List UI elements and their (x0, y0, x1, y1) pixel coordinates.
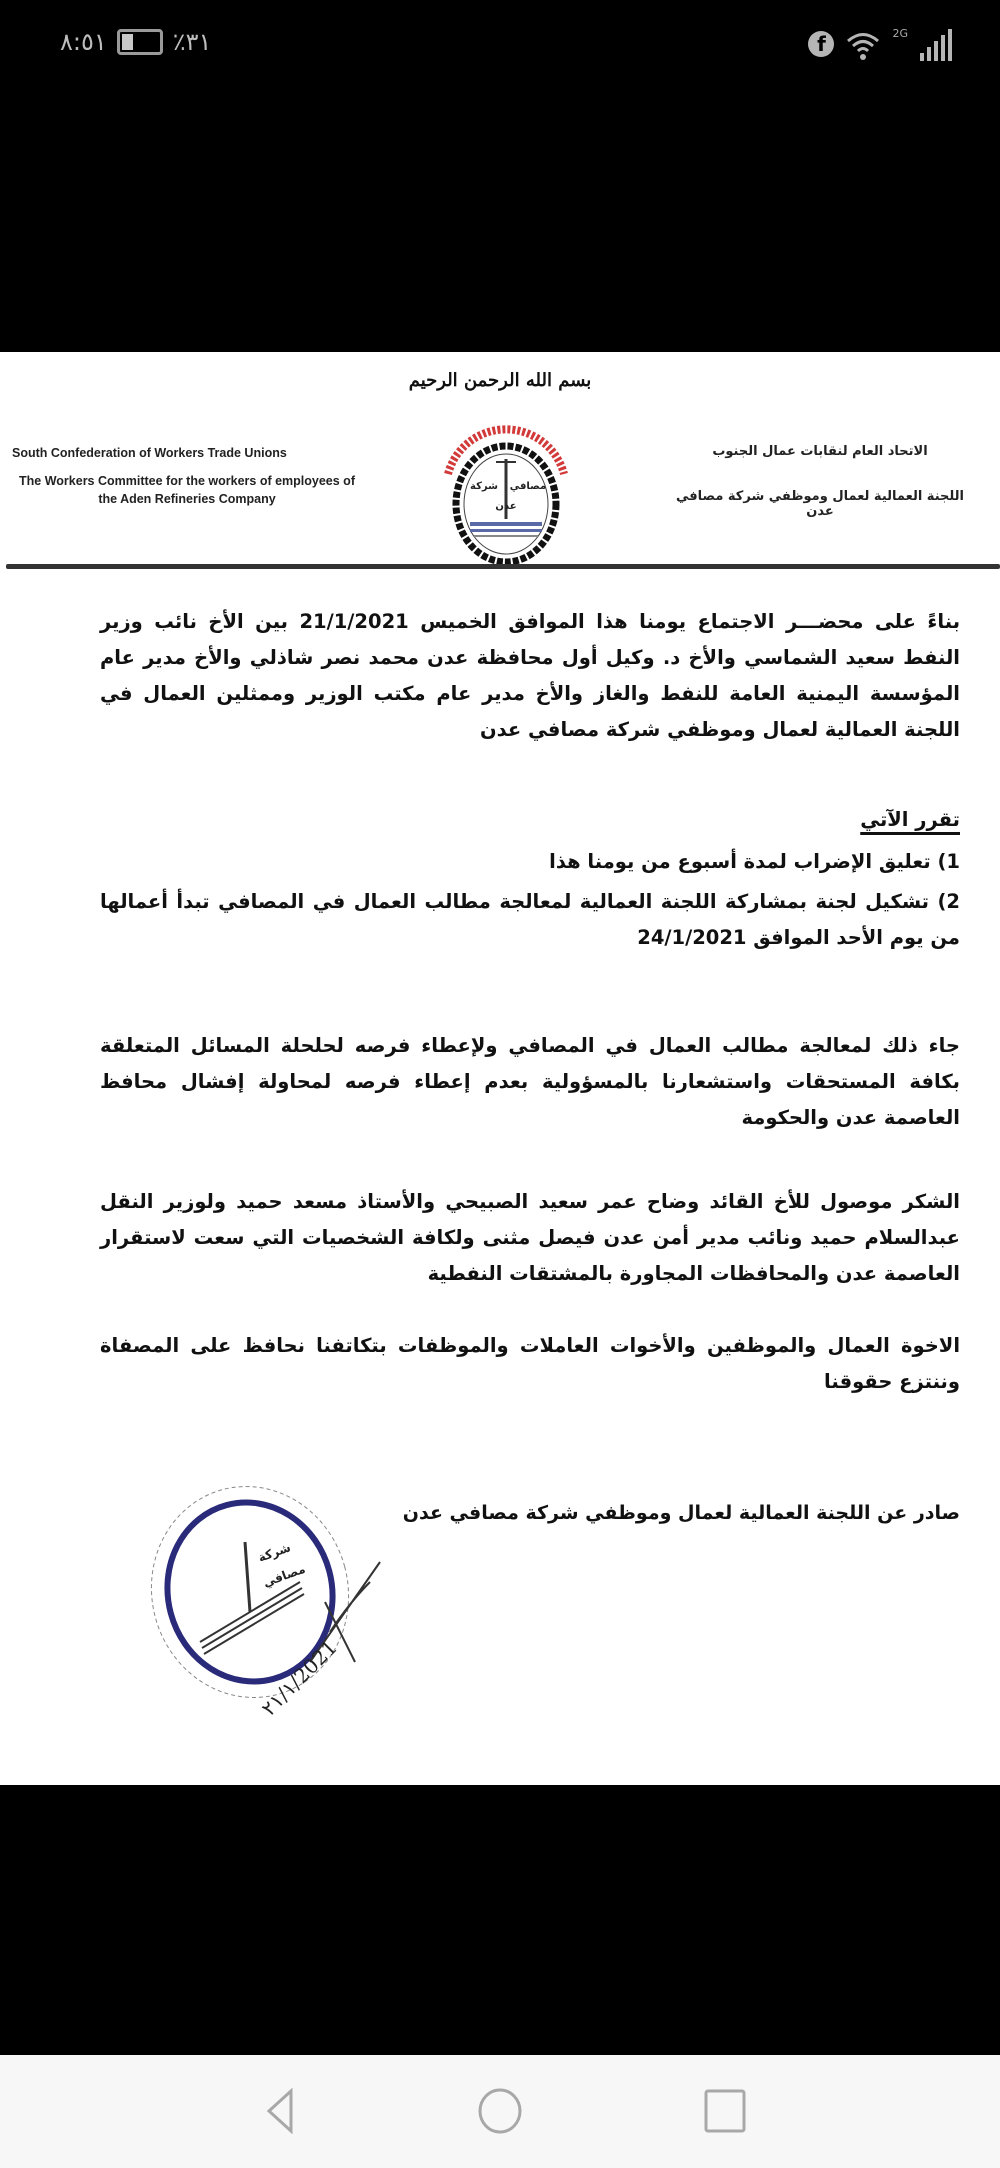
reason-paragraph: جاء ذلك لمعالجة مطالب العمال في المصافي ولإعطاء فرصه لحلحلة المسائل المتعلقة بكافة المستحقات واستشعارنا بالمسؤولية بعدم إعطاء فرصه لمحاولة إفشال محافظ العاصمة عدن والحكومة (100, 1034, 960, 1129)
battery-percent: ٪٣١ (172, 28, 212, 56)
issuer-line: صادر عن اللجنة العمالية لعمال وموظفي شركة مصافي عدن (402, 1502, 960, 1524)
union-logo (434, 404, 578, 568)
decision-number: 2) (937, 890, 960, 913)
header-divider (6, 564, 1000, 569)
status-bar (0, 0, 1000, 90)
svg-text:٢١/١/2021: ٢١/١/2021 (256, 1635, 342, 1721)
org-name-english: South Confederation of Workers Trade Unions (12, 446, 287, 460)
svg-text:شركة: شركة (256, 1540, 293, 1565)
svg-text:مصافي: مصافي (261, 1561, 308, 1590)
decision-section (100, 784, 960, 956)
back-icon (265, 2088, 295, 2134)
decision-text: تشكيل لجنة بمشاركة اللجنة العمالية لمعالجة مطالب العمال في المصافي تبدأ أعمالها من يوم الأحد الموافق 24/1/2021 (100, 890, 960, 949)
home-icon (476, 2087, 524, 2135)
svg-text:شركة: شركة (470, 481, 498, 492)
org-name-arabic: الاتحاد العام لنقابات عمال الجنوب (712, 444, 928, 459)
recent-apps-button[interactable] (700, 2083, 750, 2139)
intro-paragraph: بناءً على محضـــر الاجتماع يومنا هذا الموافق الخميس 21/1/2021 بين الأخ نائب وزير النفط سعيد الشماسي والأخ د. وكيل أول محافظة عدن محمد نصر شاذلي والأخ مدير عام المؤسسة اليمنية العامة للنفط والغاز والأخ مدير عام مكتب الوزير وممثلين العمال في اللجنة العمالية لعمال وموظفي شركة مصافي عدن (100, 610, 961, 741)
official-stamp (150, 1482, 430, 1742)
clock: ٨:٥١ (60, 28, 107, 56)
signal-icon (920, 31, 952, 61)
committee-name-arabic: اللجنة العمالية لعمال وموظفي شركة مصافي عدن (675, 489, 965, 519)
letterhead-arabic (660, 444, 980, 519)
battery-icon (117, 29, 163, 55)
decision-heading: تقرر الآتي (860, 808, 960, 831)
wifi-icon (846, 31, 880, 61)
svg-text:مصافي: مصافي (509, 481, 547, 492)
battery-fill (122, 34, 133, 50)
letterhead (0, 352, 1000, 567)
call-paragraph: الاخوة العمال والموظفين والأخوات العاملات والموظفات بتكاتفنا نحافظ على المصفاة وننتزع حقوقنا (100, 1334, 960, 1393)
navigation-bar (0, 2055, 1000, 2168)
status-right (808, 25, 952, 61)
letterhead-english (12, 444, 362, 508)
letterbox-area (0, 1785, 1000, 2055)
committee-name-english: The Workers Committee for the workers of employees of the Aden Refineries Company (19, 474, 355, 506)
recent-apps-icon (703, 2088, 747, 2134)
document-page (0, 352, 1000, 1785)
svg-text:عدن: عدن (495, 501, 517, 512)
back-button[interactable] (255, 2083, 305, 2139)
home-button[interactable] (475, 2083, 525, 2139)
letter-body (100, 604, 960, 1436)
basmala: بسم الله الرحمن الرحيم (408, 370, 592, 391)
thanks-paragraph: الشكر موصول للأخ القائد وضاح عمر سعيد الصبيحي والأستاذ مسعد حميد ولوزير النقل عبدالسلام حميد ونائب مدير أمن عدن فيصل مثنى ولكافة الشخصيات التي سعت لاستقرار العاصمة عدن والمحافظات المجاورة بالمشتقات النفطية (100, 1190, 960, 1285)
status-left (60, 28, 211, 56)
network-type: 2G (892, 27, 908, 40)
decision-text: تعليق الإضراب لمدة أسبوع من يومنا هذا (549, 850, 931, 873)
decision-number: 1) (937, 850, 960, 873)
facebook-icon: f (808, 31, 834, 57)
decision-item (100, 844, 960, 880)
decision-item (100, 884, 960, 956)
